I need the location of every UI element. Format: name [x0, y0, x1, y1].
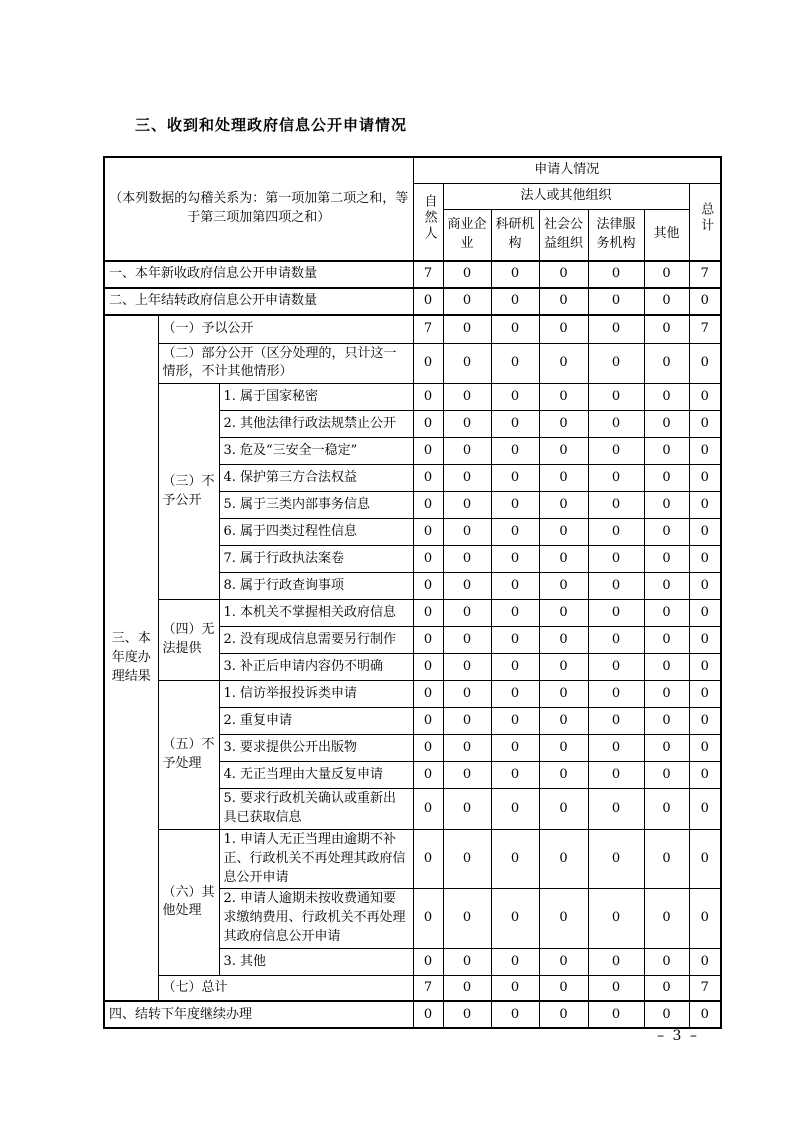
value-cell: 0 — [644, 829, 689, 889]
value-cell: 0 — [644, 546, 689, 573]
value-cell: 0 — [588, 889, 644, 949]
value-cell: 0 — [644, 654, 689, 681]
value-cell: 0 — [644, 708, 689, 735]
row-label-refused-8: 8. 属于行政查询事项 — [219, 573, 413, 600]
table-row-unable-1 — [104, 600, 721, 627]
value-cell: 0 — [443, 975, 491, 1001]
row-label-refused-3: 3. 危及“三安全一稳定” — [219, 438, 413, 465]
value-cell: 0 — [689, 546, 721, 573]
value-cell: 0 — [588, 573, 644, 600]
value-cell: 0 — [443, 681, 491, 708]
value-cell: 0 — [539, 343, 588, 384]
value-cell: 0 — [644, 492, 689, 519]
page-number: – 3 – — [657, 1028, 699, 1044]
value-cell: 0 — [491, 343, 539, 384]
value-cell: 0 — [413, 438, 443, 465]
value-cell: 0 — [539, 654, 588, 681]
row-label-unable-2: 2. 没有现成信息需要另行制作 — [219, 627, 413, 654]
table-row-new-received — [104, 261, 721, 288]
row-label-granted: （一）予以公开 — [158, 315, 413, 343]
value-cell: 0 — [689, 654, 721, 681]
row-label-refused-1: 1. 属于国家秘密 — [219, 384, 413, 411]
value-cell: 0 — [588, 735, 644, 762]
row-group-other-handling: （六）其他处理 — [158, 829, 219, 975]
value-cell: 0 — [491, 762, 539, 789]
value-cell: 0 — [443, 600, 491, 627]
value-cell: 0 — [539, 438, 588, 465]
value-cell: 0 — [491, 519, 539, 546]
value-cell: 0 — [539, 546, 588, 573]
value-cell: 0 — [689, 762, 721, 789]
table-row-next-year — [104, 1001, 721, 1028]
value-cell: 0 — [491, 315, 539, 343]
value-cell: 0 — [644, 384, 689, 411]
value-cell: 0 — [443, 573, 491, 600]
table-row-total — [104, 975, 721, 1001]
row-label-notproc-3: 3. 要求提供公开出版物 — [219, 735, 413, 762]
value-cell: 0 — [689, 519, 721, 546]
value-cell: 0 — [588, 1001, 644, 1028]
value-cell: 7 — [413, 261, 443, 288]
value-cell: 0 — [443, 492, 491, 519]
value-cell: 7 — [689, 315, 721, 343]
value-cell: 0 — [413, 627, 443, 654]
value-cell: 0 — [413, 789, 443, 830]
value-cell: 0 — [689, 573, 721, 600]
value-cell: 0 — [413, 492, 443, 519]
table-row-granted — [104, 315, 721, 343]
value-cell: 0 — [413, 411, 443, 438]
value-cell: 0 — [539, 465, 588, 492]
value-cell: 0 — [689, 600, 721, 627]
col-header-applicant-group: 申请人情况 — [413, 157, 721, 183]
value-cell: 0 — [491, 681, 539, 708]
value-cell: 0 — [644, 600, 689, 627]
row-label-notproc-2: 2. 重复申请 — [219, 708, 413, 735]
value-cell: 0 — [689, 343, 721, 384]
value-cell: 0 — [443, 829, 491, 889]
value-cell: 0 — [491, 654, 539, 681]
col-header-other: 其他 — [644, 209, 689, 261]
table-row-notproc-1 — [104, 681, 721, 708]
value-cell: 0 — [644, 975, 689, 1001]
value-cell: 0 — [539, 1001, 588, 1028]
value-cell: 0 — [413, 829, 443, 889]
value-cell: 0 — [413, 681, 443, 708]
value-cell: 0 — [443, 519, 491, 546]
value-cell: 0 — [689, 948, 721, 975]
value-cell: 0 — [539, 519, 588, 546]
row-label-other-3: 3. 其他 — [219, 948, 413, 975]
value-cell: 0 — [491, 975, 539, 1001]
value-cell: 0 — [689, 288, 721, 315]
value-cell: 0 — [413, 343, 443, 384]
value-cell: 0 — [588, 315, 644, 343]
value-cell: 0 — [689, 735, 721, 762]
value-cell: 0 — [491, 384, 539, 411]
row-label-new-received: 一、本年新收政府信息公开申请数量 — [104, 261, 413, 288]
value-cell: 0 — [588, 627, 644, 654]
row-label-next-year: 四、结转下年度继续办理 — [104, 1001, 413, 1028]
value-cell: 0 — [491, 1001, 539, 1028]
value-cell: 0 — [413, 762, 443, 789]
value-cell: 0 — [443, 708, 491, 735]
row-group-unable: （四）无法提供 — [158, 600, 219, 681]
row-label-unable-1: 1. 本机关不掌握相关政府信息 — [219, 600, 413, 627]
value-cell: 0 — [413, 288, 443, 315]
value-cell: 0 — [539, 627, 588, 654]
value-cell: 0 — [539, 789, 588, 830]
value-cell: 0 — [539, 829, 588, 889]
value-cell: 0 — [491, 948, 539, 975]
table-row-other-1 — [104, 829, 721, 889]
value-cell: 0 — [413, 384, 443, 411]
row-label-refused-5: 5. 属于三类内部事务信息 — [219, 492, 413, 519]
value-cell: 0 — [539, 411, 588, 438]
value-cell: 0 — [413, 519, 443, 546]
table-row-refused-1 — [104, 384, 721, 411]
value-cell: 0 — [491, 600, 539, 627]
value-cell: 0 — [413, 735, 443, 762]
value-cell: 0 — [443, 438, 491, 465]
value-cell: 0 — [491, 627, 539, 654]
value-cell: 7 — [689, 975, 721, 1001]
value-cell: 0 — [689, 829, 721, 889]
value-cell: 0 — [644, 627, 689, 654]
value-cell: 0 — [588, 438, 644, 465]
value-cell: 0 — [689, 708, 721, 735]
value-cell: 0 — [413, 546, 443, 573]
value-cell: 0 — [588, 600, 644, 627]
value-cell: 0 — [588, 411, 644, 438]
value-cell: 0 — [491, 708, 539, 735]
value-cell: 0 — [644, 789, 689, 830]
row-label-notproc-1: 1. 信访举报投诉类申请 — [219, 681, 413, 708]
value-cell: 0 — [539, 315, 588, 343]
value-cell: 0 — [588, 654, 644, 681]
row-label-other-2: 2. 申请人逾期未按收费通知要求缴纳费用、行政机关不再处理其政府信息公开申请 — [219, 889, 413, 949]
value-cell: 0 — [588, 343, 644, 384]
value-cell: 0 — [689, 789, 721, 830]
value-cell: 0 — [689, 411, 721, 438]
value-cell: 0 — [689, 627, 721, 654]
row-label-notproc-5: 5. 要求行政机关确认或重新出具已获取信息 — [219, 789, 413, 830]
value-cell: 0 — [644, 411, 689, 438]
value-cell: 0 — [588, 681, 644, 708]
value-cell: 0 — [413, 654, 443, 681]
value-cell: 0 — [491, 573, 539, 600]
value-cell: 0 — [644, 735, 689, 762]
value-cell: 0 — [491, 735, 539, 762]
row-label-other-1: 1. 申请人无正当理由逾期不补正、行政机关不再处理其政府信息公开申请 — [219, 829, 413, 889]
value-cell: 0 — [443, 546, 491, 573]
row-group-not-processed: （五）不予处理 — [158, 681, 219, 830]
value-cell: 0 — [443, 465, 491, 492]
value-cell: 0 — [491, 261, 539, 288]
value-cell: 7 — [689, 261, 721, 288]
value-cell: 0 — [689, 492, 721, 519]
row-group-annual-results: 三、本年度办理结果 — [104, 315, 158, 1001]
value-cell: 0 — [644, 315, 689, 343]
table-row — [104, 157, 721, 183]
value-cell: 0 — [539, 708, 588, 735]
value-cell: 0 — [491, 492, 539, 519]
value-cell: 0 — [588, 948, 644, 975]
value-cell: 0 — [689, 438, 721, 465]
value-cell: 0 — [443, 288, 491, 315]
value-cell: 0 — [539, 384, 588, 411]
value-cell: 0 — [588, 762, 644, 789]
value-cell: 7 — [413, 315, 443, 343]
value-cell: 0 — [644, 762, 689, 789]
section-heading: 三、收到和处理政府信息公开申请情况 — [135, 116, 408, 134]
value-cell: 0 — [491, 465, 539, 492]
row-label-partial: （二）部分公开（区分处理的，只计这一情形，不计其他情形） — [158, 343, 413, 384]
value-cell: 0 — [413, 573, 443, 600]
value-cell: 0 — [413, 465, 443, 492]
value-cell: 7 — [413, 975, 443, 1001]
value-cell: 0 — [491, 288, 539, 315]
value-cell: 0 — [588, 546, 644, 573]
row-group-refused: （三）不予公开 — [158, 384, 219, 600]
row-label-notproc-4: 4. 无正当理由大量反复申请 — [219, 762, 413, 789]
row-label-total: （七）总计 — [158, 975, 413, 1001]
row-label-unable-3: 3. 补正后申请内容仍不明确 — [219, 654, 413, 681]
value-cell: 0 — [443, 411, 491, 438]
value-cell: 0 — [443, 627, 491, 654]
value-cell: 0 — [539, 681, 588, 708]
value-cell: 0 — [644, 343, 689, 384]
value-cell: 0 — [491, 546, 539, 573]
value-cell: 0 — [491, 438, 539, 465]
value-cell: 0 — [443, 261, 491, 288]
value-cell: 0 — [443, 735, 491, 762]
value-cell: 0 — [443, 762, 491, 789]
value-cell: 0 — [644, 948, 689, 975]
value-cell: 0 — [491, 889, 539, 949]
row-label-refused-2: 2. 其他法律行政法规禁止公开 — [219, 411, 413, 438]
value-cell: 0 — [644, 519, 689, 546]
value-cell: 0 — [539, 889, 588, 949]
value-cell: 0 — [443, 315, 491, 343]
value-cell: 0 — [588, 465, 644, 492]
value-cell: 0 — [588, 492, 644, 519]
value-cell: 0 — [443, 654, 491, 681]
natural-person-label: 自然人 — [421, 194, 437, 243]
value-cell: 0 — [644, 261, 689, 288]
value-cell: 0 — [443, 789, 491, 830]
value-cell: 0 — [413, 948, 443, 975]
value-cell: 0 — [588, 261, 644, 288]
value-cell: 0 — [443, 384, 491, 411]
table-note: （本列数据的勾稽关系为：第一项加第二项之和，等于第三项加第四项之和） — [104, 157, 413, 261]
value-cell: 0 — [588, 829, 644, 889]
value-cell: 0 — [413, 708, 443, 735]
col-header-natural-person — [413, 183, 443, 261]
value-cell: 0 — [588, 975, 644, 1001]
applications-report-table — [103, 156, 722, 1029]
value-cell: 0 — [588, 384, 644, 411]
value-cell: 0 — [644, 288, 689, 315]
value-cell: 0 — [689, 465, 721, 492]
value-cell: 0 — [644, 889, 689, 949]
col-header-commercial: 商业企业 — [443, 209, 491, 261]
value-cell: 0 — [413, 889, 443, 949]
col-header-public-welfare: 社会公益组织 — [539, 209, 588, 261]
value-cell: 0 — [539, 762, 588, 789]
value-cell: 0 — [443, 1001, 491, 1028]
value-cell: 0 — [443, 889, 491, 949]
value-cell: 0 — [689, 384, 721, 411]
value-cell: 0 — [539, 975, 588, 1001]
col-header-legal-service: 法律服务机构 — [588, 209, 644, 261]
value-cell: 0 — [539, 261, 588, 288]
row-label-carried-over: 二、上年结转政府信息公开申请数量 — [104, 288, 413, 315]
value-cell: 0 — [644, 1001, 689, 1028]
value-cell: 0 — [539, 600, 588, 627]
value-cell: 0 — [491, 411, 539, 438]
value-cell: 0 — [539, 288, 588, 315]
value-cell: 0 — [588, 288, 644, 315]
col-header-total — [689, 183, 721, 261]
value-cell: 0 — [644, 465, 689, 492]
col-header-research: 科研机构 — [491, 209, 539, 261]
value-cell: 0 — [491, 789, 539, 830]
table-row-partial — [104, 343, 721, 384]
value-cell: 0 — [644, 573, 689, 600]
value-cell: 0 — [689, 1001, 721, 1028]
value-cell: 0 — [588, 708, 644, 735]
value-cell: 0 — [689, 889, 721, 949]
value-cell: 0 — [413, 1001, 443, 1028]
value-cell: 0 — [443, 343, 491, 384]
row-label-refused-6: 6. 属于四类过程性信息 — [219, 519, 413, 546]
value-cell: 0 — [539, 573, 588, 600]
value-cell: 0 — [588, 519, 644, 546]
value-cell: 0 — [689, 681, 721, 708]
value-cell: 0 — [443, 948, 491, 975]
value-cell: 0 — [491, 829, 539, 889]
value-cell: 0 — [539, 735, 588, 762]
value-cell: 0 — [539, 948, 588, 975]
value-cell: 0 — [644, 681, 689, 708]
row-label-refused-7: 7. 属于行政执法案卷 — [219, 546, 413, 573]
table-row-carried-over — [104, 288, 721, 315]
value-cell: 0 — [539, 492, 588, 519]
value-cell: 0 — [644, 438, 689, 465]
value-cell: 0 — [588, 789, 644, 830]
col-header-legal-org-group: 法人或其他组织 — [443, 183, 689, 209]
row-label-refused-4: 4. 保护第三方合法权益 — [219, 465, 413, 492]
total-label: 总计 — [698, 202, 714, 235]
value-cell: 0 — [413, 600, 443, 627]
